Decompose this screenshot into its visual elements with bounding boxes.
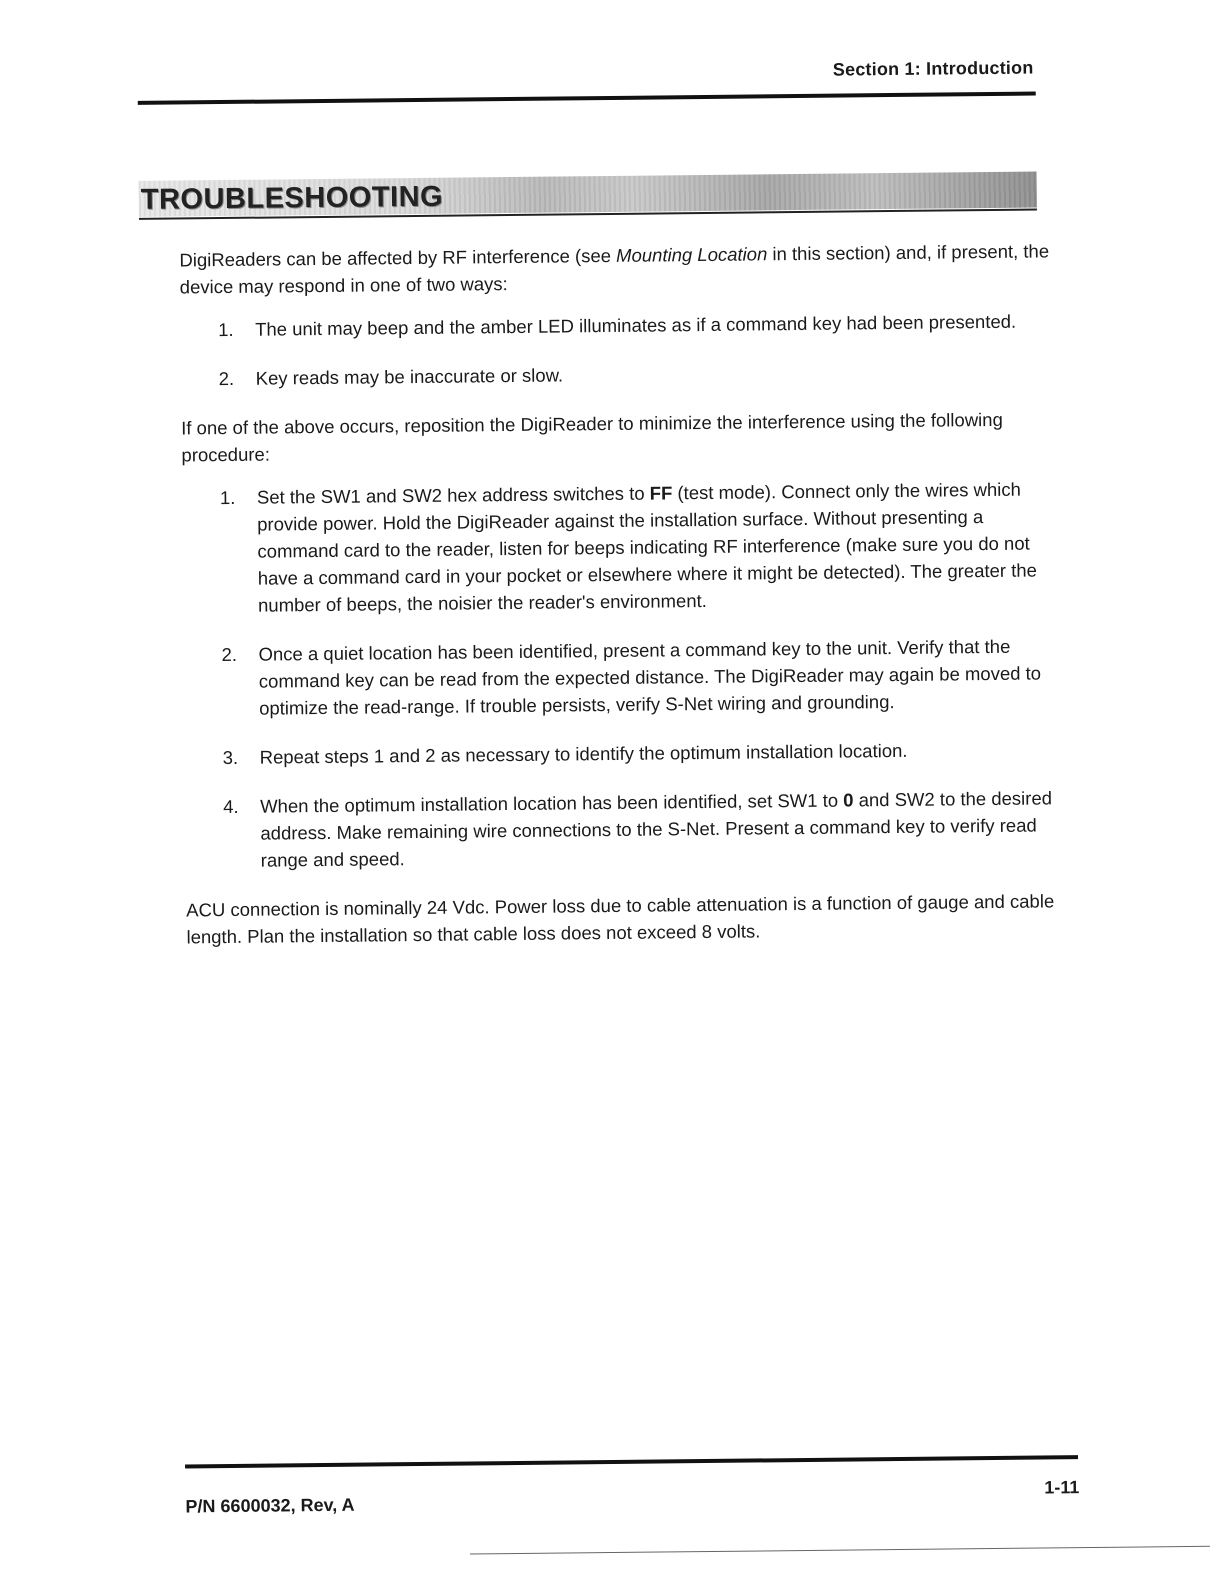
list-number: 2. xyxy=(218,367,235,390)
procedure-steps xyxy=(182,475,1056,874)
test-mode-value: FF xyxy=(649,482,673,504)
scan-edge-line xyxy=(470,1546,1210,1555)
response-list xyxy=(180,307,1051,392)
step-text-start: When the optimum installation location has been identified, set SW1 to xyxy=(260,789,844,817)
intro-text-start: DigiReaders can be affected by RF interference (see xyxy=(179,244,617,271)
footer-rule xyxy=(185,1455,1078,1468)
step-text: Once a quiet location has been identified, present a command key to the unit. Verify that the command key can be read from the expected distance. The DigiReader may again be moved to optimize the read-range. If trouble persists, verify S-Net wiring and grounding. xyxy=(258,635,1042,719)
step-item xyxy=(185,784,1056,874)
step-number: 3. xyxy=(222,746,239,769)
step-item xyxy=(182,475,1053,619)
part-number: P/N 6600032, Rev, A xyxy=(185,1494,355,1517)
step-item xyxy=(184,735,1054,771)
step-number: 4. xyxy=(223,795,239,818)
list-item xyxy=(180,307,1050,343)
step-text: Repeat steps 1 and 2 as necessary to identify the optimum installation location. xyxy=(259,739,908,768)
step-text-end: and SW2 to the desired address. Make remaining wire connections to the S-Net. Present a command key to verify read range and speed. xyxy=(260,787,1053,871)
intro-paragraph xyxy=(179,237,1050,300)
list-number: 1. xyxy=(218,318,234,341)
sw1-value: 0 xyxy=(843,789,854,811)
banner-title: TROUBLESHOOTING xyxy=(140,180,444,216)
step-number: 1. xyxy=(219,486,236,509)
list-item xyxy=(181,356,1051,392)
list-text: The unit may beep and the amber LED illuminates as if a command key had been presented. xyxy=(255,310,1017,340)
header-rule xyxy=(138,92,1036,105)
step-number: 2. xyxy=(221,643,238,666)
section-header: Section 1: Introduction xyxy=(832,57,1034,80)
step-text-start: Set the SW1 and SW2 hex address switches to xyxy=(256,482,650,508)
page-number: 1-11 xyxy=(1044,1477,1080,1498)
procedure-intro: If one of the above occurs, reposition the DigiReader to minimize the interference using the following procedure: xyxy=(181,408,1003,466)
list-text: Key reads may be inaccurate or slow. xyxy=(255,364,564,389)
closing-paragraph: ACU connection is nominally 24 Vdc. Power loss due to cable attenuation is a function of gauge and cable length. Plan the installation so that cable loss does not exceed 8 volts. xyxy=(186,890,1055,948)
step-text-end: (test mode). Connect only the wires which provide power. Hold the DigiReader against the installation surface. Without presenting a command card to the reader, listen for beeps indicating RF interference (make sure you do not have a command card in your pocket or elsewhere where it might be detected). The greater the number of beeps, the noisier the reader's environment. xyxy=(257,478,1037,616)
step-item xyxy=(183,632,1054,722)
cross-reference: Mounting Location xyxy=(615,243,768,266)
page-body xyxy=(179,237,1056,966)
intro-text-end: in this section) and, if present, the device may respond in one of two ways: xyxy=(179,240,1050,298)
